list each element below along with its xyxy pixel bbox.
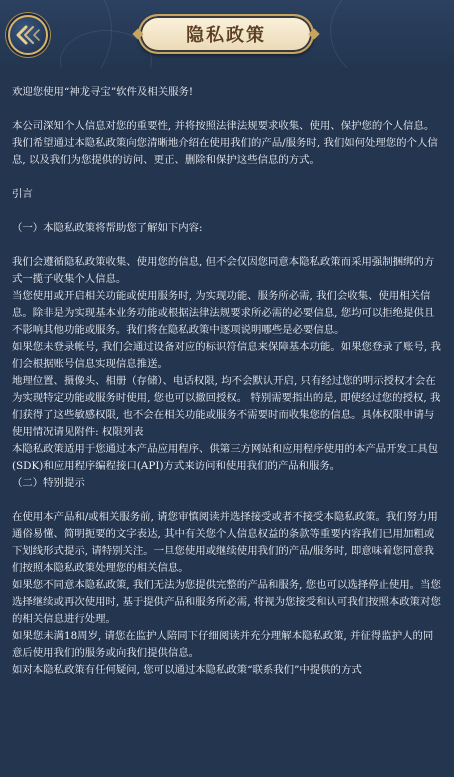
- welcome-text: 欢迎您使用“神龙寻宝”软件及相关服务!: [12, 86, 194, 98]
- title-plate: [138, 14, 314, 54]
- policy-paragraph: 如果您未登录帐号, 我们会通过设备对应的标识符信息来保障基本功能。如果您登录了账号, 我们会根据账号信息实现信息推送。: [12, 341, 441, 370]
- back-button[interactable]: [8, 15, 48, 55]
- back-arrow-icon: [15, 24, 41, 46]
- policy-paragraph: 地理位置、摄像头、相册（存储）、电话权限, 均不会默认开启, 只有经过您的明示授权才会在为实现特定功能或服务时使用, 您也可以撤回授权。 特别需要指出的是, 即使经过您的授权, 我们获得了这些敏感权限, 也不会在相关功能或服务不需要时而收集您的信息。具体权限申请与使用情况请见附件: 权限列表: [12, 375, 441, 438]
- policy-paragraph: 本隐私政策适用于您通过本产品应用程序、供第三方网站和应用程序使用的本产品开发工具包(SDK)和应用程序编程接口(API)方式来访问和使用我们的产品和服务。: [12, 443, 439, 472]
- policy-paragraph: 如果您不同意本隐私政策, 我们无法为您提供完整的产品和服务, 您也可以选择停止使用。当您选择继续或再次使用时, 基于提供产品和服务所必需, 将视为您接受和认可我们按照本政策对您的相关信息进行处理。: [12, 579, 441, 625]
- policy-paragraph: 我们会遵循隐私政策收集、使用您的信息, 但不会仅因您同意本隐私政策而采用强制捆绑的方式一揽子收集个人信息。: [12, 256, 435, 285]
- section-heading-intro: 引言: [12, 188, 33, 200]
- policy-content[interactable]: [0, 68, 454, 777]
- section-heading-1: （一）本隐私政策将帮助您了解如下内容:: [12, 222, 203, 234]
- policy-paragraph: 如果您未满18周岁, 请您在监护人陪同下仔细阅读并充分理解本隐私政策, 并征得监护人的同意后使用我们的服务或向我们提供信息。: [12, 630, 434, 659]
- policy-paragraph: 在使用本产品和/或相关服务前, 请您审慎阅读并选择接受或者不接受本隐私政策。我们努力用通俗易懂、简明扼要的文字表达, 其中有关您个人信息权益的条款等重要内容我们已用加粗或下划线形式提示, 请特别关注。一旦您使用或继续使用我们的产品/服务时, 即意味着您同意我们按照本隐私政策处理您的相关信息。: [12, 511, 438, 574]
- policy-paragraph: 当您使用或开启相关功能或使用服务时, 为实现功能、服务所必需, 我们会收集、使用相关信息。除非是为实现基本业务功能或根据法律法规要求所必需的必要信息, 您均可以拒绝提供且不影响其他功能或服务。我们将在隐私政策中逐项说明哪些是必要信息。: [12, 290, 435, 336]
- header-decoration: [330, 0, 454, 68]
- section-heading-2: （二）特别提示: [12, 477, 85, 489]
- intro-paragraph: 本公司深知个人信息对您的重要性, 并将按照法律法规要求收集、使用、保护您的个人信息。我们希望通过本隐私政策向您清晰地介绍在使用我们的产品/服务时, 我们如何处理您的个人信息, 以及我们为您提供的访问、更正、删除和保护这些信息的方式。: [12, 120, 438, 166]
- page-title: 隐私政策: [186, 25, 266, 46]
- header-bar: [0, 0, 454, 68]
- policy-paragraph: 如对本隐私政策有任何疑问, 您可以通过本隐私政策“联系我们”中提供的方式: [12, 664, 362, 676]
